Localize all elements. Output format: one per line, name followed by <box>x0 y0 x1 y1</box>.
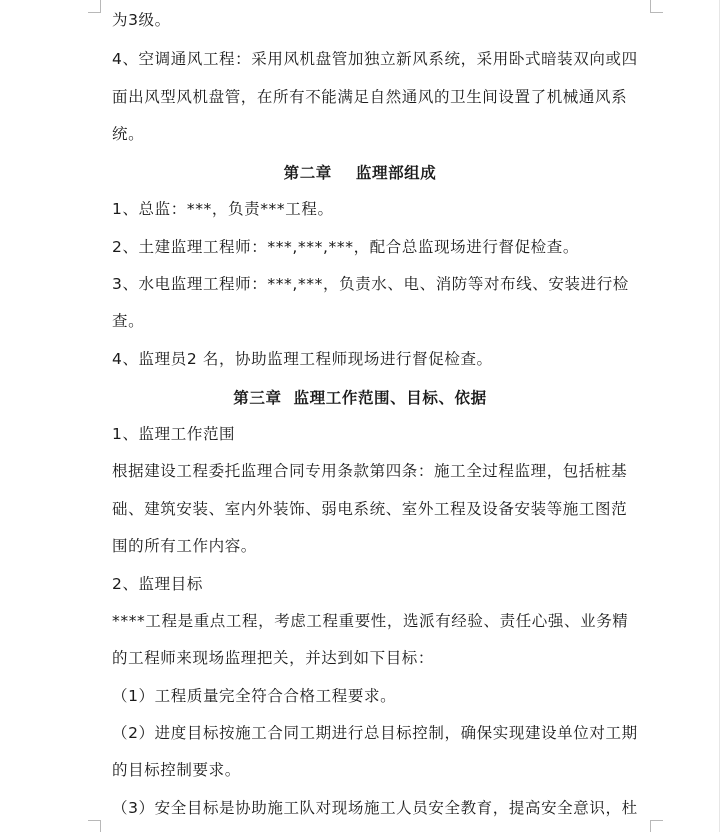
body-text-line: （1）工程质量完全符合合格工程要求。 <box>112 687 397 705</box>
body-text-line: 4、监理员2 名，协助监理工程师现场进行督促检查。 <box>112 350 493 368</box>
body-text-line: 1、监理工作范围 <box>112 425 236 443</box>
body-text-line: 根据建设工程委托监理合同专用条款第四条：施工全过程监理，包括桩基 <box>112 462 628 480</box>
body-text-line: （3）安全目标是协助施工队对现场施工人员安全教育，提高安全意识，杜 <box>112 799 638 817</box>
body-text-line: ****工程是重点工程，考虑工程重要性，选派有经验、责任心强、业务精 <box>112 612 629 630</box>
body-text-line: 查。 <box>112 312 145 330</box>
chapter-heading: 第三章 监理工作范围、目标、依据 <box>233 388 487 407</box>
chapter-heading: 第二章 监理部组成 <box>283 163 437 182</box>
body-text-line: 4、空调通风工程：采用风机盘管加独立新风系统，采用卧式暗装双向或四 <box>112 50 638 68</box>
body-text-line: 2、土建监理工程师：***,***,***，配合总监现场进行督促检查。 <box>112 238 579 256</box>
margin-corner-mark <box>88 820 101 832</box>
body-text-line: 础、建筑安装、室内外装饰、弱电系统、室外工程及设备安装等施工图范 <box>112 500 628 518</box>
body-text-line: 2、监理目标 <box>112 575 203 593</box>
body-text-line: 的工程师来现场监理把关，并达到如下目标： <box>112 649 435 667</box>
body-text-line: 为3级。 <box>112 11 171 29</box>
body-text-line: 围的所有工作内容。 <box>112 537 257 555</box>
body-text-line: 面出风型风机盘管，在所有不能满足自然通风的卫生间设置了机械通风系 <box>112 88 628 106</box>
body-text-line: 的目标控制要求。 <box>112 761 241 779</box>
body-text-line: 3、水电监理工程师：***,***，负责水、电、消防等对布线、安装进行检 <box>112 275 629 293</box>
margin-corner-mark <box>88 0 101 13</box>
body-text-line: 1、总监：***，负责***工程。 <box>112 200 334 218</box>
body-text-line: 统。 <box>112 125 145 143</box>
body-text-line: （2）进度目标按施工合同工期进行总目标控制，确保实现建设单位对工期 <box>112 724 638 742</box>
